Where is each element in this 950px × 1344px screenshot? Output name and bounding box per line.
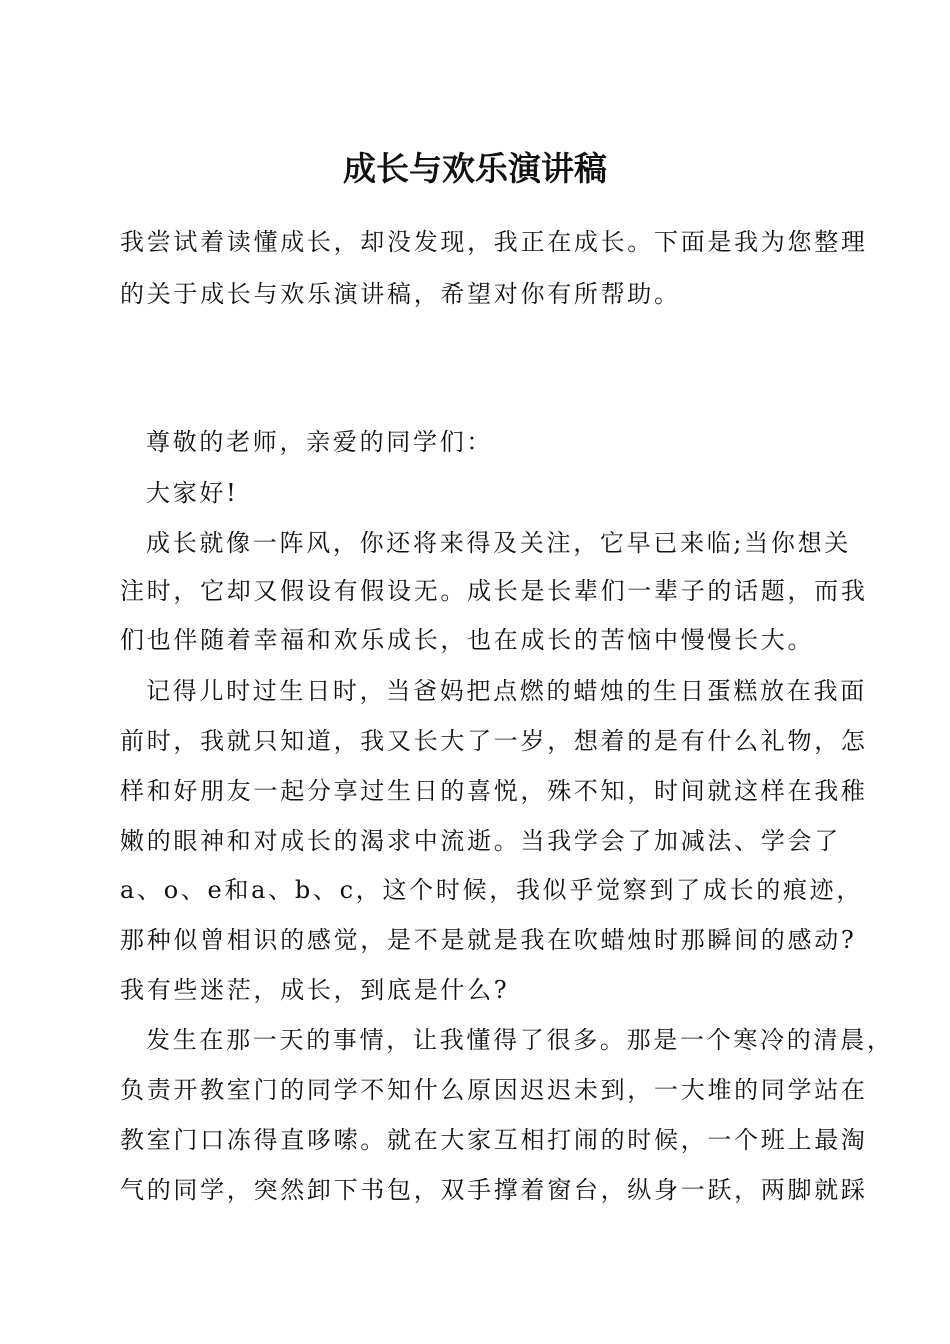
paragraph-line: a、o、e和a、b、c，这个时候，我似乎觉察到了成长的痕迹， xyxy=(120,876,864,904)
paragraph-line: 那种似曾相识的感觉，是不是就是我在吹蜡烛时那瞬间的感动? xyxy=(120,926,857,954)
document-title: 成长与欢乐演讲稿 xyxy=(343,149,607,188)
intro-line: 我尝试着读懂成长，却没发现，我正在成长。下面是我为您整理 xyxy=(120,228,868,256)
paragraph-line: 样和好朋友一起分享过生日的喜悦，殊不知，时间就这样在我稚 xyxy=(120,777,868,805)
paragraph-line: 发生在那一天的事情，让我懂得了很多。那是一个寒冷的清晨， xyxy=(146,1026,894,1054)
paragraph-line: 记得儿时过生日时，当爸妈把点燃的蜡烛的生日蛋糕放在我面 xyxy=(146,677,867,705)
greeting-line: 大家好! xyxy=(146,479,239,507)
paragraph-line: 我有些迷茫，成长，到底是什么? xyxy=(120,976,510,1004)
intro-line: 的关于成长与欢乐演讲稿，希望对你有所帮助。 xyxy=(120,280,681,308)
paragraph-line: 气的同学，突然卸下书包，双手撑着窗台，纵身一跃，两脚就踩 xyxy=(120,1176,868,1204)
paragraph-line: 们也伴随着幸福和欢乐成长，也在成长的苦恼中慢慢长大。 xyxy=(120,626,815,654)
paragraph-line: 前时，我就只知道，我又长大了一岁，想着的是有什么礼物，怎 xyxy=(120,727,868,755)
paragraph-line: 注时，它却又假设有假设无。成长是长辈们一辈子的话题，而我 xyxy=(120,577,868,605)
paragraph-line: 负责开教室门的同学不知什么原因迟迟未到，一大堆的同学站在 xyxy=(120,1076,868,1104)
paragraph-line: 嫩的眼神和对成长的渴求中流逝。当我学会了加减法、学会了 xyxy=(120,827,841,855)
salutation-line: 尊敬的老师，亲爱的同学们： xyxy=(146,428,494,456)
paragraph-line: 教室门口冻得直哆嗦。就在大家互相打闹的时候，一个班上最淘 xyxy=(120,1126,868,1154)
paragraph-line: 成长就像一阵风，你还将来得及关注，它早已来临;当你想关 xyxy=(146,529,851,557)
